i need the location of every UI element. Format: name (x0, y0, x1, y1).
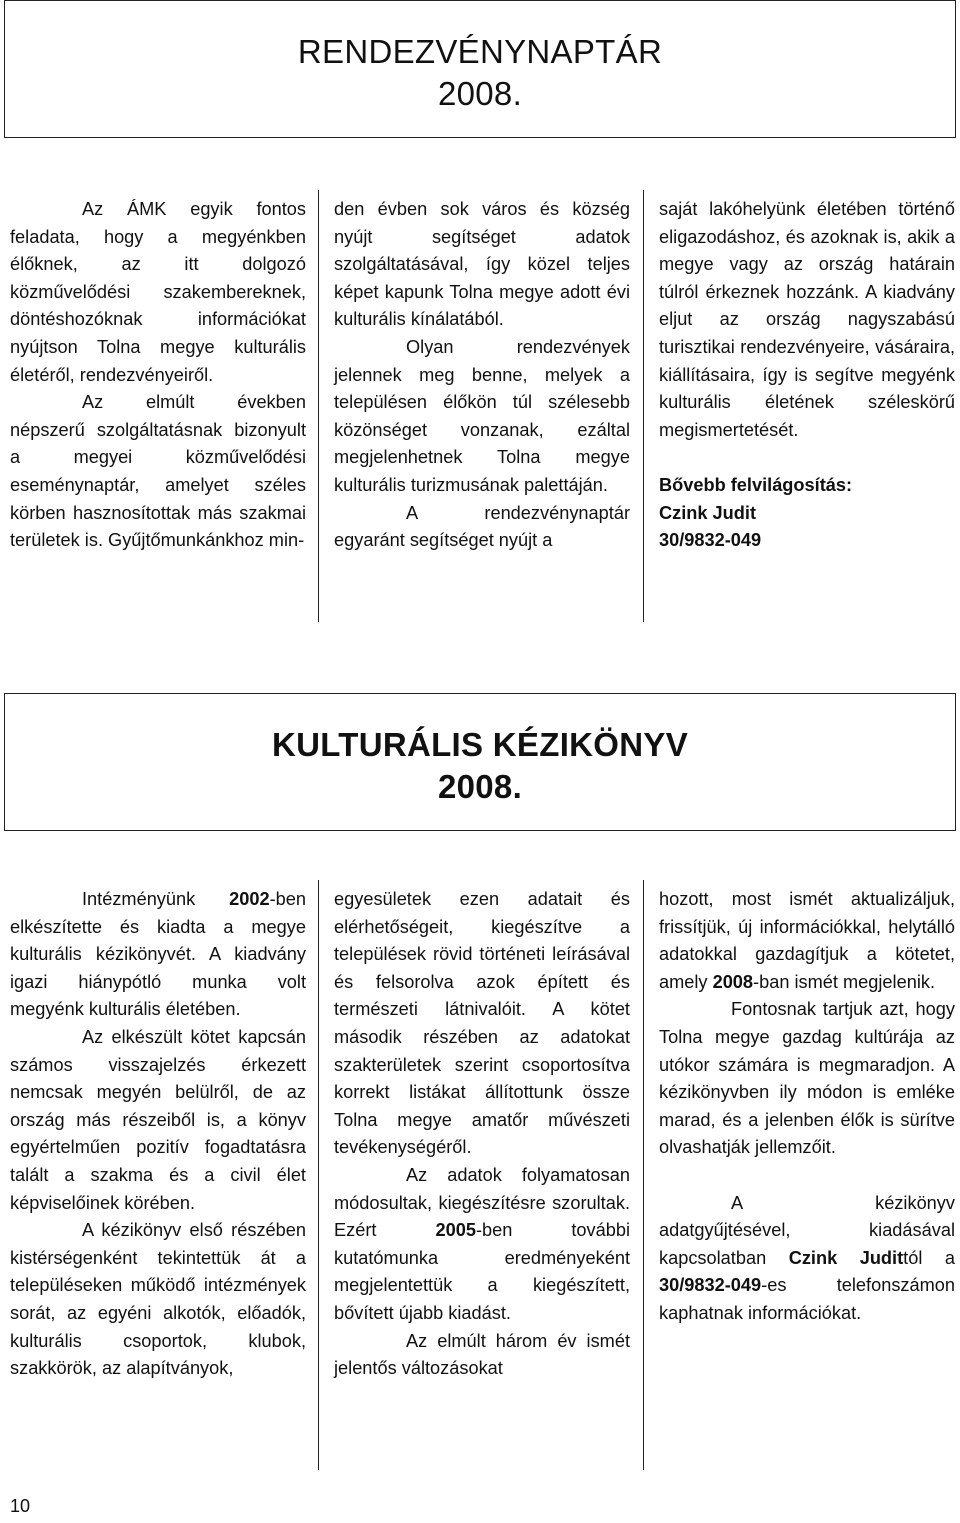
paragraph: Az elkészült kötet kapcsán számos visszajelzés érkezett nemcsak megyén belülről, de az ország más részeiből is, a könyv egyértelműen pozitív fogadtatásra talált a szakma és a civil élet képviselőinek körében. (10, 1026, 306, 1213)
contact-name: Czink Judit (659, 502, 757, 523)
column-divider (643, 880, 644, 1470)
text: -ben elkészítette és kiadta a megye kulturális kézikönyvét. A kiadvány igazi hiánypótló munka volt megyénk kulturális életében. (10, 889, 306, 1020)
section-title-box-rendezvenynaptar (4, 0, 956, 138)
paragraph: Olyan rendezvények jelennek meg benne, melyek a településen élőkön túl szélesebb közönséget vonzanak, ezáltal megjelenhetnek Tolna megye kulturális turizmusának palettáján. (334, 336, 630, 495)
paragraph: egyesületek ezen adatait és elérhetőségeit, kiegészítve a települések rövid történeti leírásával és felsorolva azok épített és természeti látnivalóit. A kötet második részében az adatokat szakterületek szerint csoportosítva korrekt listákat állítottunk össze Tolna megye amatőr művészeti tevékenységéről. (334, 889, 630, 1158)
paragraph (10, 886, 306, 1024)
paragraph: A kézikönyv első részében kistérségenként tekintettük át a településeken működő intézmények sorát, az egyéni alkotók, előadók, kulturális csoportok, klubok, szakkörök, az alapítványok, (10, 1220, 306, 1379)
text: -ban ismét megjelenik. (753, 971, 936, 992)
text: Intézményünk (82, 889, 230, 909)
text: -es telefonszámon kaphatnak információkat. (659, 1275, 955, 1323)
contact-label: Bővebb felvilágosítás: (659, 474, 853, 495)
section2-column1 (10, 886, 306, 1383)
text: Az adatok folyamatosan módosultak, kiegészítésre szorultak. Ezért (334, 1164, 630, 1241)
year-bold: 2008 (712, 971, 754, 992)
section-title-line1: KULTURÁLIS KÉZIKÖNYV (271, 726, 689, 763)
section-title-box-kulturalis-kezikonyv (4, 693, 956, 831)
paragraph (334, 1162, 630, 1328)
paragraph: Az ÁMK egyik fontos feladata, hogy a megyénkben élőknek, az itt dolgozó közművelődési szakembereknek, döntéshozóknak információkat nyújtson Tolna megye kulturális életéről, rendezvényeiről. (10, 199, 306, 385)
paragraph: A rendezvénynaptár egyaránt segítséget nyújt a (334, 502, 630, 551)
column-divider (643, 190, 644, 622)
contact-phone: 30/9832-049 (659, 530, 762, 551)
section1-column2 (334, 196, 630, 555)
paragraph: den évben sok város és község nyújt segítséget adatok szolgáltatásával, így közel teljes képet kapunk Tolna megye adott évi kulturális kínálatából. (334, 199, 630, 330)
column-divider (318, 190, 319, 622)
contact-info (659, 472, 955, 555)
paragraph (659, 1190, 955, 1328)
year-bold: 2005 (435, 1220, 476, 1241)
text: -ben további kutatómunka eredményeként megjelentettük a kiegészített, bővített újabb kiadást. (334, 1220, 630, 1323)
contact-phone-bold: 30/9832-049 (659, 1275, 762, 1296)
contact-name-bold: Czink Judit (788, 1247, 904, 1268)
paragraph (659, 886, 955, 996)
section-title-line2: 2008. (437, 75, 523, 112)
paragraph: Fontosnak tartjuk azt, hogy Tolna megye gazdag kultúrája az utókor számára is megmaradjon. A kézikönyvben ily módon is emléke marad, és a jelenben élők is sürítve olvashatják jellemzőit. (659, 999, 955, 1158)
section1-column1 (10, 196, 306, 555)
year-bold: 2002 (229, 889, 270, 909)
page-number: 10 (10, 1496, 31, 1516)
text: A kézikönyv adatgyűjtésével, kiadásával kapcsolatban (659, 1192, 955, 1268)
text: hozott, most ismét aktualizáljuk, frissítjük, új információkkal, helytálló adatokkal gazdagítjuk a kötetet, amely (659, 889, 955, 992)
section1-column3 (659, 196, 955, 555)
column-divider (318, 880, 319, 1470)
paragraph: saját lakóhelyünk életében történő eligazodáshoz, és azoknak is, akik a megye vagy az ország határain túlról érkeznek hozzánk. A kiadvány eljut az ország nagyszabású turisztikai rendezvényeire, vásáraira, kiállításaira, így is segítve megyénk kulturális életének széleskörű megismertetését. (659, 199, 955, 440)
section-title-line1: RENDEZVÉNYNAPTÁR (297, 33, 663, 70)
section2-column2 (334, 886, 630, 1383)
text: tól a (903, 1247, 955, 1268)
section-title-line2: 2008. (437, 768, 523, 805)
paragraph: Az elmúlt években népszerű szolgáltatásnak bizonyult a megyei közművelődési eseménynaptár, amelyet széles körben hasznosítottak más szakmai területek is. Gyűjtőmunkánkhoz min- (10, 392, 306, 551)
section2-column3 (659, 886, 955, 1328)
paragraph: Az elmúlt három év ismét jelentős változásokat (334, 1330, 630, 1379)
